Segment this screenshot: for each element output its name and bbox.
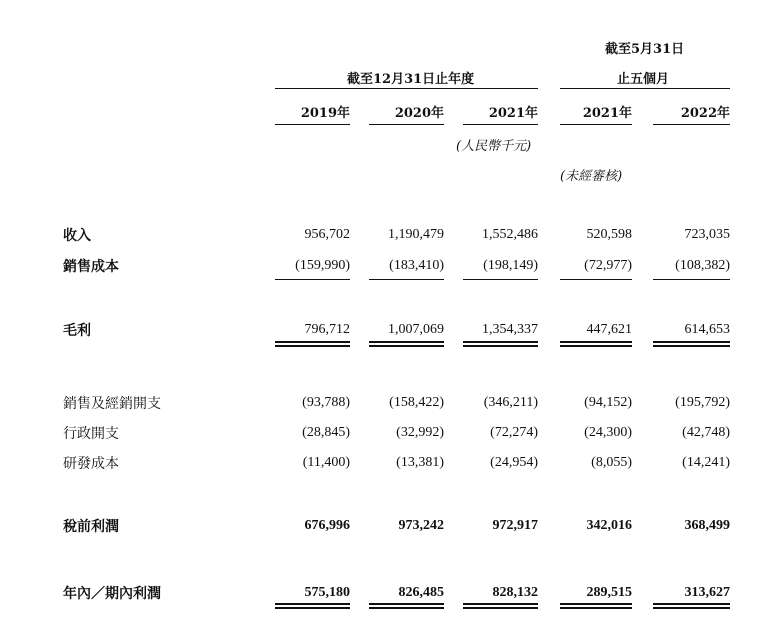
row-label-rd-costs: 研發成本 [63, 456, 119, 472]
column-rule-2021 [463, 124, 538, 125]
header-group-year-title: 截至12月31日止年度 [347, 72, 475, 87]
subtotal-rule-2020 [369, 279, 444, 280]
column-header-2019: 2019年 [300, 106, 350, 121]
cell-selling-expenses-2021: (346,211) [483, 395, 538, 410]
column-header-2022-period: 2022年 [680, 106, 730, 121]
cell-rd-costs-2020: (13,381) [396, 455, 444, 470]
unaudited-note: (未經審核) [560, 169, 623, 184]
cell-gross-profit-2021: 1,354,337 [482, 322, 538, 337]
cell-selling-expenses-2022-period: (195,792) [675, 395, 730, 410]
cell-selling-expenses-2019: (93,788) [302, 395, 350, 410]
cell-rd-costs-2021-period: (8,055) [591, 455, 632, 470]
cell-revenue-2021: 1,552,486 [482, 227, 538, 242]
cell-profit-for-period-2021-period: 289,515 [586, 585, 632, 600]
final-double-rule-2021-period [560, 603, 632, 609]
cell-admin-expenses-2019: (28,845) [302, 425, 350, 440]
header-group-year-rule [275, 88, 538, 89]
cell-rd-costs-2019: (11,400) [302, 455, 350, 470]
cell-gross-profit-2021-period: 447,621 [586, 322, 632, 337]
cell-cost-of-sales-2021: (198,149) [483, 258, 538, 273]
cell-gross-profit-2020: 1,007,069 [388, 322, 444, 337]
final-double-rule-2019 [275, 603, 350, 609]
subtotal-rule-2021-period [560, 279, 632, 280]
cell-profit-for-period-2020: 826,485 [398, 585, 444, 600]
row-label-profit-for-period: 年內／期內利潤 [63, 586, 161, 602]
cell-selling-expenses-2020: (158,422) [389, 395, 444, 410]
row-label-gross-profit: 毛利 [63, 323, 91, 339]
cell-profit-for-period-2021: 828,132 [492, 585, 538, 600]
column-rule-2021-period [560, 124, 632, 125]
final-double-rule-2020 [369, 603, 444, 609]
subtotal-rule-2021 [463, 279, 538, 280]
cell-profit-for-period-2022-period: 313,627 [684, 585, 730, 600]
cell-rd-costs-2022-period: (14,241) [682, 455, 730, 470]
total-double-rule-2021-period [560, 341, 632, 347]
row-label-revenue: 收入 [63, 228, 91, 244]
cell-admin-expenses-2021-period: (24,300) [584, 425, 632, 440]
cell-cost-of-sales-2021-period: (72,977) [584, 258, 632, 273]
subtotal-rule-2022-period [653, 279, 730, 280]
column-header-2021-period: 2021年 [582, 106, 632, 121]
cell-gross-profit-2019: 796,712 [304, 322, 350, 337]
subtotal-rule-2019 [275, 279, 350, 280]
cell-admin-expenses-2021: (72,274) [490, 425, 538, 440]
column-header-2020: 2020年 [394, 106, 444, 121]
row-label-admin-expenses: 行政開支 [63, 426, 119, 442]
cell-selling-expenses-2021-period: (94,152) [584, 395, 632, 410]
cell-gross-profit-2022-period: 614,653 [684, 322, 730, 337]
cell-revenue-2020: 1,190,479 [388, 227, 444, 242]
cell-profit-for-period-2019: 575,180 [304, 585, 350, 600]
cell-rd-costs-2021: (24,954) [490, 455, 538, 470]
unit-note: (人民幣千元) [456, 139, 532, 154]
final-double-rule-2022-period [653, 603, 730, 609]
total-double-rule-2019 [275, 341, 350, 347]
cell-revenue-2021-period: 520,598 [586, 227, 632, 242]
cell-profit-before-tax-2022-period: 368,499 [684, 518, 730, 533]
cell-revenue-2019: 956,702 [304, 227, 350, 242]
total-double-rule-2020 [369, 341, 444, 347]
column-header-2021: 2021年 [488, 106, 538, 121]
header-group-period-title-line1: 截至5月31日 [605, 42, 685, 57]
cell-profit-before-tax-2021-period: 342,016 [586, 518, 632, 533]
total-double-rule-2021 [463, 341, 538, 347]
cell-cost-of-sales-2020: (183,410) [389, 258, 444, 273]
cell-profit-before-tax-2019: 676,996 [304, 518, 350, 533]
row-label-selling-expenses: 銷售及經銷開支 [63, 396, 161, 412]
cell-profit-before-tax-2021: 972,917 [492, 518, 538, 533]
cell-cost-of-sales-2022-period: (108,382) [675, 258, 730, 273]
cell-admin-expenses-2020: (32,992) [396, 425, 444, 440]
cell-cost-of-sales-2019: (159,990) [295, 258, 350, 273]
column-rule-2019 [275, 124, 350, 125]
header-group-period-title-line2: 止五個月 [617, 72, 670, 87]
row-label-profit-before-tax: 稅前利潤 [63, 519, 119, 535]
cell-profit-before-tax-2020: 973,242 [398, 518, 444, 533]
cell-revenue-2022-period: 723,035 [684, 227, 730, 242]
row-label-cost-of-sales: 銷售成本 [63, 259, 119, 275]
total-double-rule-2022-period [653, 341, 730, 347]
column-rule-2022-period [653, 124, 730, 125]
column-rule-2020 [369, 124, 444, 125]
final-double-rule-2021 [463, 603, 538, 609]
cell-admin-expenses-2022-period: (42,748) [682, 425, 730, 440]
header-group-period-rule [560, 88, 730, 89]
